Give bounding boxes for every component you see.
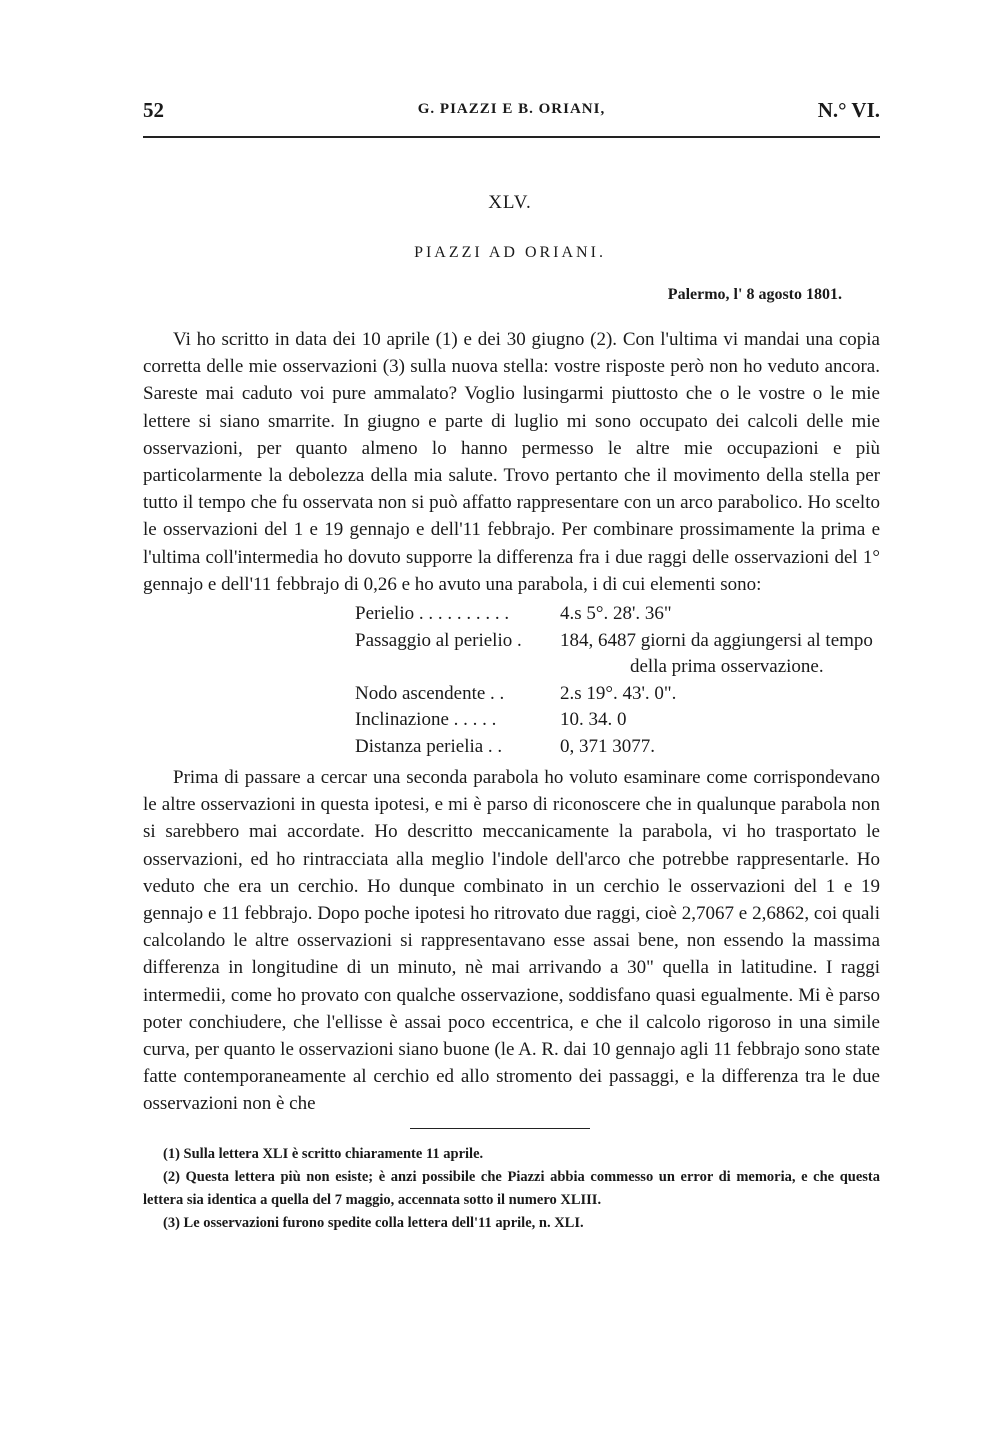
element-label: Distanza perielia . . — [355, 735, 503, 757]
section-number: N.° VI. — [817, 98, 880, 122]
element-value: 0, 371 3077. — [560, 735, 655, 757]
element-label: Passaggio al perielio . — [355, 629, 522, 651]
element-value: 4.s 5°. 28'. 36" — [560, 603, 672, 625]
element-label: Nodo ascendente . . — [355, 682, 505, 704]
paragraph-2: Prima di passare a cercar una seconda parabola ho voluto esaminare come corrispondevano le altre osservazioni in questa ipotesi, e mi è parso di riconoscere che in qualunque parabola non si sarebbero mai accordate. Ho descritto meccanicamente la parabola, vi ho trasportato le osservazioni, ed ho rintracciata alla meglio l'indole dell'arco che potrebbe rappresentarle. Ho veduto che era un cerchio. Ho dunque combinato in un cerchio le osservazioni del 1 e 19 gennajo e 11 febbrajo. Dopo poche ipotesi ho ritrovato due raggi, cioè 2,7067 e 2,6862, coi quali calcolando le altre osservazioni si rappresentavano esse assai bene, non essendo la massima differenza in longitudine di un minuto, nè mai arrivando a 30" quella in latitudine. I raggi intermedii, come ho provato con qualche osservazione, soddisfano quasi egualmente. Mi è parso poter conchiudere, che l'ellisse è assai poco eccentrica, e che il calcolo rigoroso in una simile curva, per quanto le osservazioni siano buone (le A. R. dai 10 gennajo agli 11 febbrajo sono state fatte contemporaneamente al cerchio ed allo stromento dei passaggi, e la differenza tra le due osservazioni non è che — [143, 767, 880, 1115]
element-value: 184, 6487 giorni da aggiungersi al tempo — [560, 629, 873, 651]
running-title: G. PIAZZI E B. ORIANI, — [417, 101, 606, 117]
element-row — [355, 734, 880, 761]
letter-body — [143, 326, 880, 1118]
element-value: 10. 34. 0 — [560, 709, 627, 731]
page-number: 52 — [143, 98, 164, 122]
letter-title: PIAZZI AD ORIANI. — [414, 244, 606, 261]
element-row-continuation — [355, 654, 880, 681]
letter-number: XLV. — [488, 192, 532, 213]
running-header — [143, 98, 880, 128]
dateline: Palermo, l' 8 agosto 1801. — [667, 286, 842, 303]
element-row — [355, 681, 880, 708]
element-row — [355, 628, 880, 655]
footnote-2: (2) Questa lettera più non esiste; è anzi possibile che Piazzi abbia commesso un error di memoria, e che questa lettera sia identica a quella del 7 maggio, accennata sotto il numero XLIII. — [143, 1169, 880, 1208]
element-row — [355, 707, 880, 734]
element-label: Perielio . . . . . . . . . . — [355, 603, 510, 625]
element-value: 2.s 19°. 43'. 0". — [560, 682, 677, 704]
footnote-rule — [410, 1128, 590, 1129]
footnotes — [143, 1143, 880, 1235]
element-label: Inclinazione . . . . . — [355, 709, 497, 731]
footnote-3: (3) Le osservazioni furono spedite colla lettera dell'11 aprile, n. XLI. — [163, 1215, 584, 1231]
paragraph-1: Vi ho scritto in data dei 10 aprile (1) e dei 30 giugno (2). Con l'ultima vi mandai una copia corretta delle mie osservazioni (3) sulla nuova stella: vostre risposte però non ho veduto ancora. Sareste mai caduto voi pure ammalato? Voglio lusingarmi piuttosto che o le vostre o le mie lettere si siano smarrite. In giugno e parte di luglio mi sono occupato dei calcoli delle mie osservazioni, per quanto almeno lo hanno permesso le altre mie occupazioni e più particolarmente la debolezza della mia salute. Trovo pertanto che il movimento della stella per tutto il tempo che fu osservata non si può affatto rappresentare con un arco parabolico. Ho scelto le osservazioni del 1 e 19 gennajo e dell'11 febbrajo. Per combinare prossimamente la prima e l'ultima coll'intermedia ho dovuto supporre la differenza fra i due raggi delle osservazioni del 1° gennajo e dell'11 febbrajo di 0,26 e ho avuto una parabola, i di cui elementi sono: — [143, 329, 880, 595]
header-rule — [143, 136, 880, 138]
footnote-1: (1) Sulla lettera XLI è scritto chiaramente 11 aprile. — [163, 1146, 484, 1162]
orbital-elements-list — [355, 601, 880, 760]
element-value: della prima osservazione. — [630, 656, 824, 678]
element-row — [355, 601, 880, 628]
